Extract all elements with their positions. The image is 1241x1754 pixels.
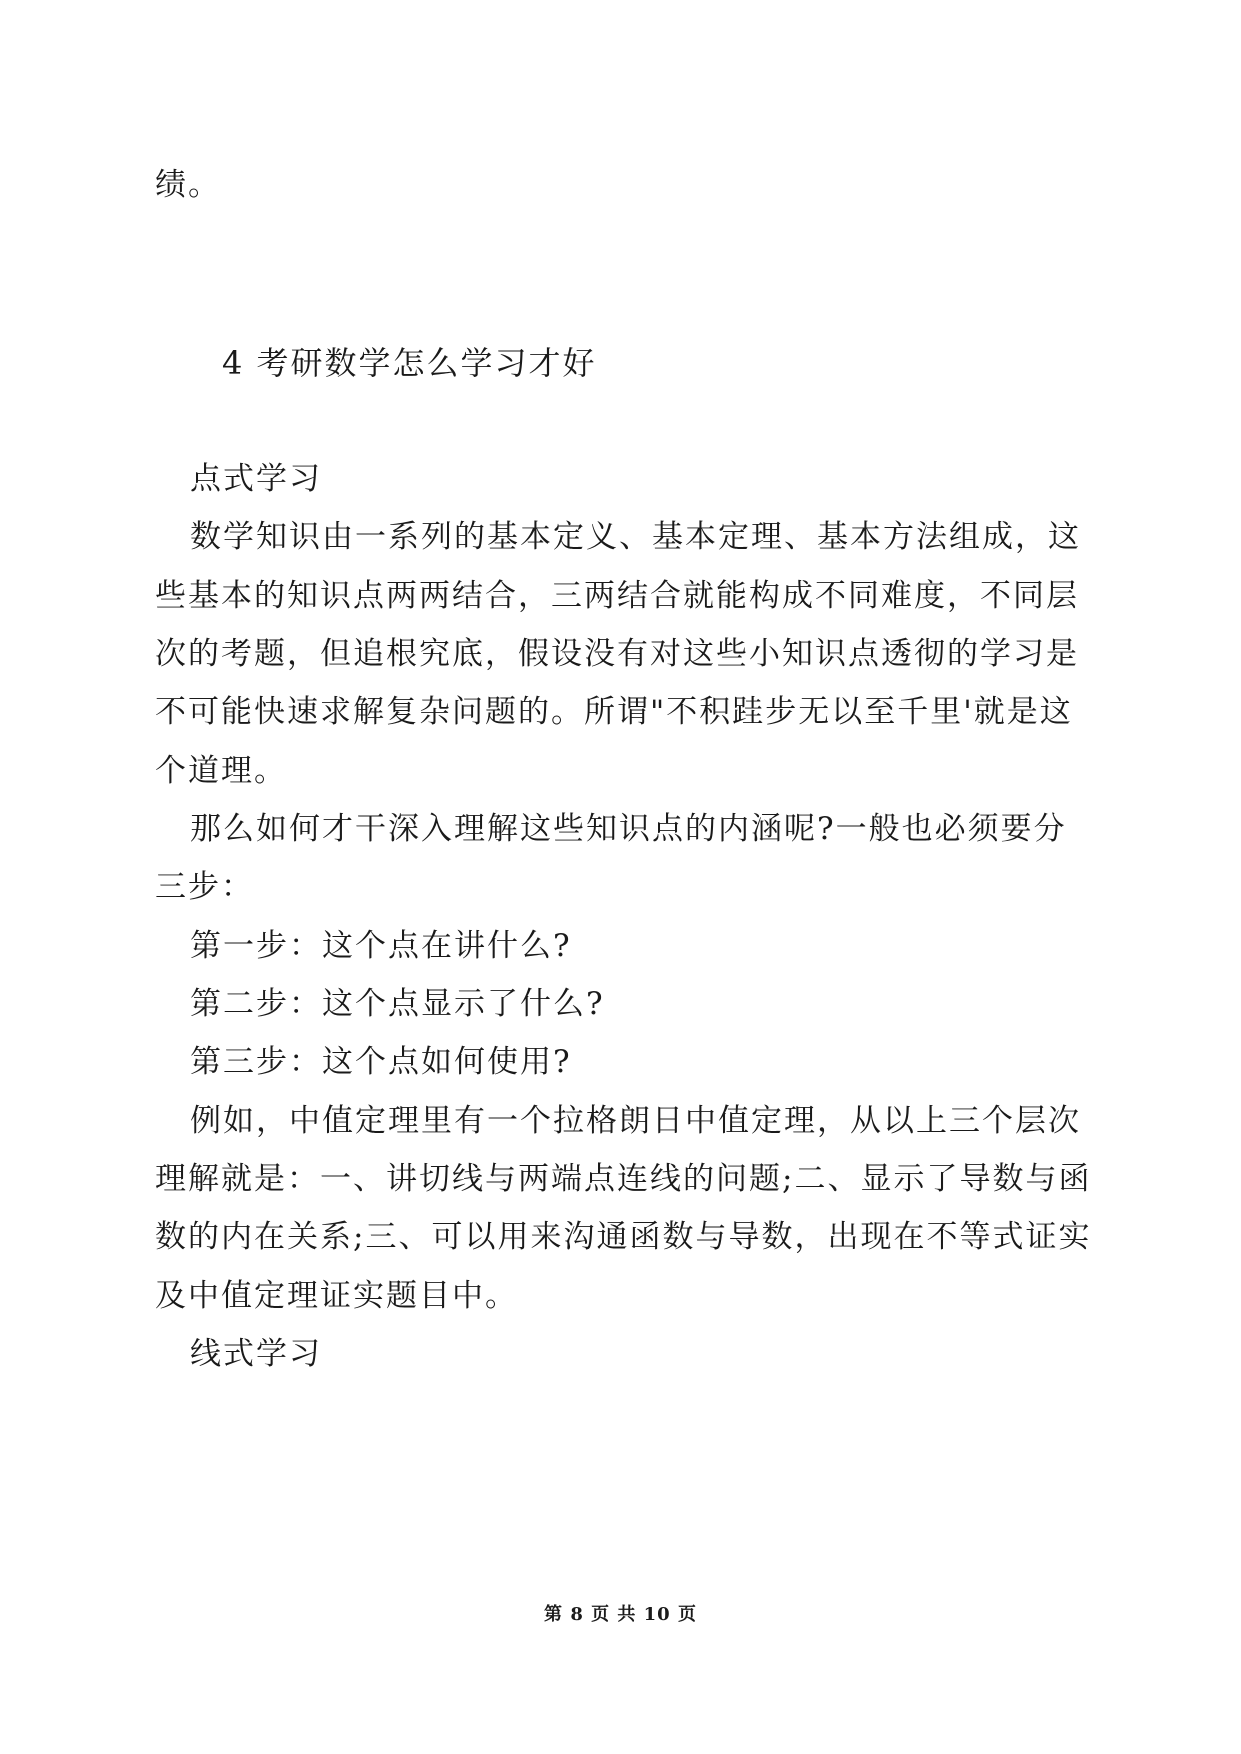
paragraph-line: 数的内在关系;三、可以用来沟通函数与导数，出现在不等式证实 xyxy=(155,1219,1092,1255)
text-line-continuation: 绩。 xyxy=(155,167,221,203)
paragraph-line: 那么如何才干深入理解这些知识点的内涵呢?一般也必须要分 xyxy=(190,811,1067,847)
paragraph-line: 数学知识由一系列的基本定义、基本定理、基本方法组成，这 xyxy=(190,519,1081,555)
paragraph-line: 及中值定理证实题目中。 xyxy=(155,1278,518,1314)
paragraph-line: 些基本的知识点两两结合，三两结合就能构成不同难度，不同层 xyxy=(155,578,1079,614)
section-heading: 4 考研数学怎么学习才好 xyxy=(222,344,597,382)
paragraph-line: 例如，中值定理里有一个拉格朗日中值定理，从以上三个层次 xyxy=(190,1103,1081,1139)
paragraph-line: 个道理。 xyxy=(155,753,287,789)
step-two: 第二步：这个点显示了什么? xyxy=(190,986,605,1022)
paragraph-line: 理解就是：一、讲切线与两端点连线的问题;二、显示了导数与函 xyxy=(155,1161,1092,1197)
subheading-point-study: 点式学习 xyxy=(190,461,322,497)
paragraph-line: 不可能快速求解复杂问题的。所谓"不积跬步无以至千里'就是这 xyxy=(155,694,1073,730)
page-footer: 第 8 页 共 10 页 xyxy=(544,1604,697,1625)
paragraph-line: 次的考题，但追根究底，假设没有对这些小知识点透彻的学习是 xyxy=(155,636,1079,672)
subheading-line-study: 线式学习 xyxy=(190,1336,322,1372)
paragraph-line: 三步： xyxy=(155,869,254,905)
step-three: 第三步：这个点如何使用? xyxy=(190,1044,572,1080)
step-one: 第一步：这个点在讲什么? xyxy=(190,928,572,964)
